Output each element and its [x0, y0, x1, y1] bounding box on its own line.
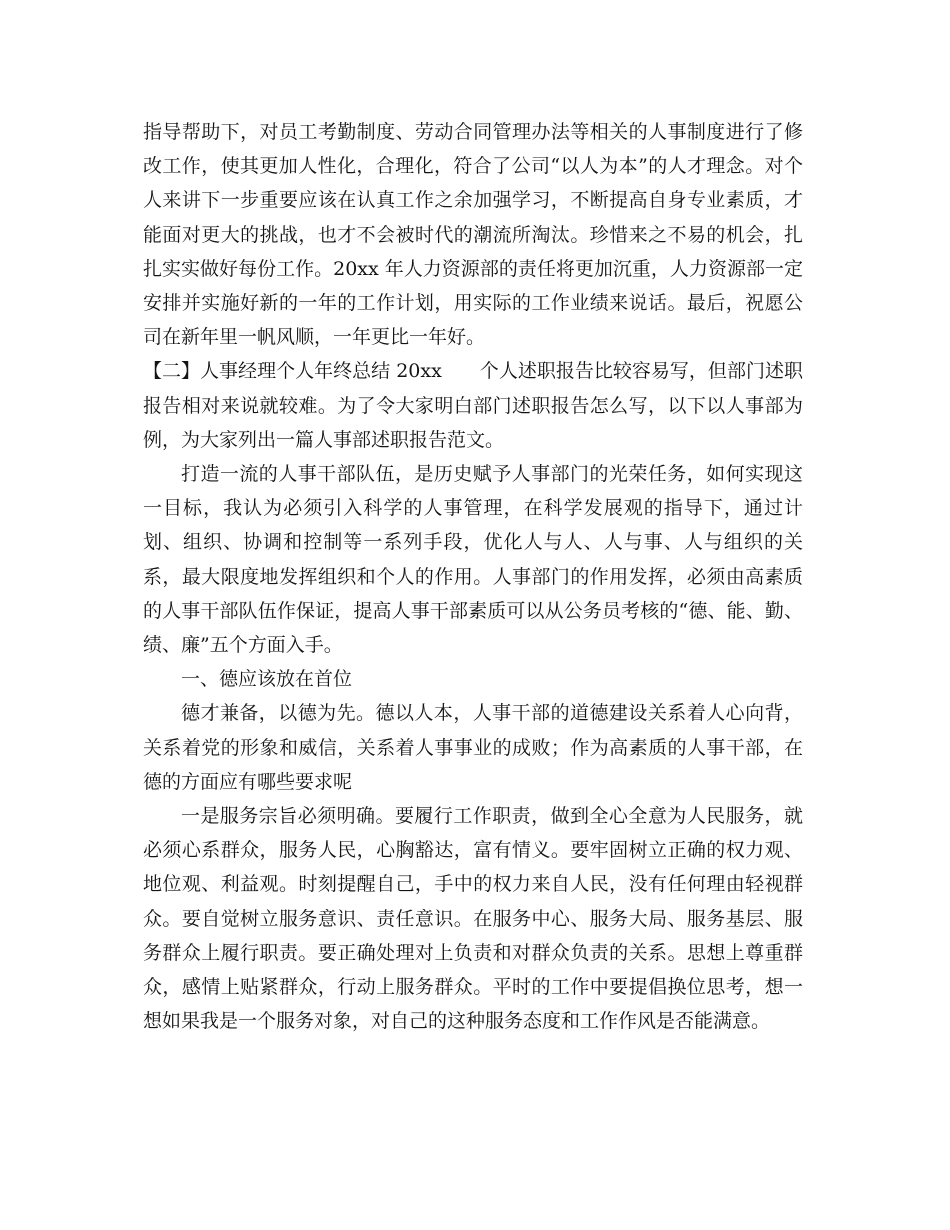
- paragraph-continuation: 指导帮助下，对员工考勤制度、劳动合同管理办法等相关的人事制度进行了修改工作，使其更加人性化，合理化，符合了公司“以人为本”的人才理念。对个人来讲下一步重要应该在认真工作之余加强学习，不断提高自身专业素质，才能面对更大的挑战，也才不会被时代的潮流所淘汰。珍惜来之不易的机会，扎扎实实做好每份工作。20xx 年人力资源部的责任将更加沉重，人力资源部一定安排并实施好新的一年的工作计划，用实际的工作业绩来说话。最后，祝愿公司在新年里一帆风顺，一年更比一年好。: [143, 121, 803, 349]
- document-body: [143, 115, 803, 1038]
- section-two-title: 【二】人事经理个人年终总结 20xx: [143, 360, 442, 383]
- paragraph-goal: 打造一流的人事干部队伍，是历史赋予人事部门的光荣任务，如何实现这一目标，我认为必须引入科学的人事管理，在科学发展观的指导下，通过计划、组织、协调和控制等一系列手段，优化人与人、人与事、人与组织的关系，最大限度地发挥组织和个人的作用。人事部门的作用发挥，必须由高素质的人事干部队伍作保证，提高人事干部素质可以从公务员考核的“德、能、勤、绩、廉”五个方面入手。: [143, 463, 803, 657]
- subheading-morality: 一、德应该放在首位: [181, 668, 353, 691]
- paragraph-service: 一是服务宗旨必须明确。要履行工作职责，做到全心全意为人民服务，就必须心系群众，服务人民，心胸豁达，富有情义。要牢固树立正确的权力观、地位观、利益观。时刻提醒自己，手中的权力来自人民，没有任何理由轻视群众。要自觉树立服务意识、责任意识。在服务中心、服务大局、服务基层、服务群众上履行职责。要正确处理对上负责和对群众负责的关系。思想上尊重群众，感情上贴紧群众，行动上服务群众。平时的工作中要提倡换位思考，想一想如果我是一个服务对象，对自己的这种服务态度和工作作风是否能满意。: [143, 805, 803, 1033]
- paragraph-morality: 德才兼备，以德为先。德以人本，人事干部的道德建设关系着人心向背，关系着党的形象和威信，关系着人事事业的成败；作为高素质的人事干部，在德的方面应有哪些要求呢: [143, 702, 803, 793]
- paragraph-section-two: [143, 354, 803, 457]
- section-two-intro: 个人述职报告比较容易写，但部门述职报告相对来说就较难。为了令大家明白部门述职报告怎么写，以下以人事部为例，为大家列出一篇人事部述职报告范文。: [143, 360, 803, 451]
